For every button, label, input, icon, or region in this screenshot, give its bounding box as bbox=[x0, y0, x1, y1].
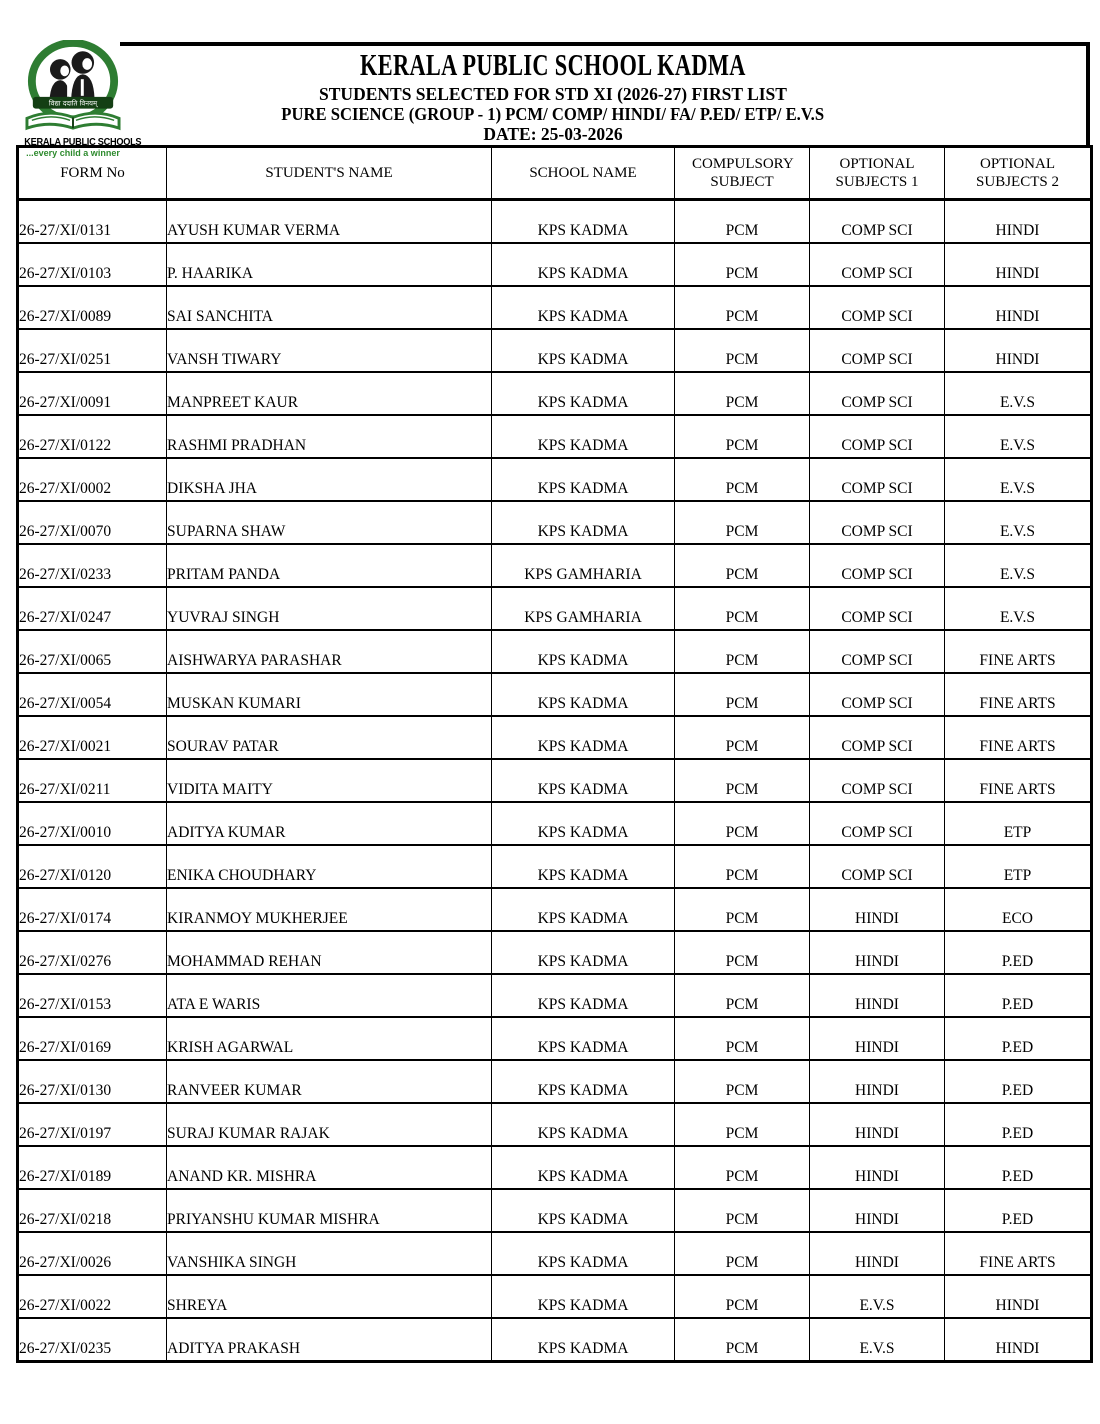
compulsory-subject-cell: PCM bbox=[675, 200, 810, 244]
optional-subject-2-cell: FINE ARTS bbox=[945, 1232, 1092, 1275]
form-no-cell: 26-27/XI/0130 bbox=[18, 1060, 167, 1103]
student-name-cell: RANVEER KUMAR bbox=[167, 1060, 492, 1103]
school-name-cell: KPS KADMA bbox=[492, 1232, 675, 1275]
compulsory-subject-cell: PCM bbox=[675, 630, 810, 673]
optional-subject-1-cell: COMP SCI bbox=[810, 415, 945, 458]
table-row bbox=[18, 1017, 1092, 1060]
table-row bbox=[18, 1275, 1092, 1318]
student-name-cell: KRISH AGARWAL bbox=[167, 1017, 492, 1060]
compulsory-subject-cell: PCM bbox=[675, 544, 810, 587]
table-row bbox=[18, 372, 1092, 415]
table-row bbox=[18, 415, 1092, 458]
form-no-cell: 26-27/XI/0070 bbox=[18, 501, 167, 544]
student-name-cell: SAI SANCHITA bbox=[167, 286, 492, 329]
school-name-cell: KPS KADMA bbox=[492, 1017, 675, 1060]
optional-subject-2-cell: HINDI bbox=[945, 1318, 1092, 1362]
student-name-cell: AYUSH KUMAR VERMA bbox=[167, 200, 492, 244]
col-header-optional-subjects-2: OPTIONAL SUBJECTS 2 bbox=[945, 147, 1092, 200]
student-name-cell: RASHMI PRADHAN bbox=[167, 415, 492, 458]
form-no-cell: 26-27/XI/0153 bbox=[18, 974, 167, 1017]
optional-subject-1-cell: COMP SCI bbox=[810, 802, 945, 845]
optional-subject-1-cell: E.V.S bbox=[810, 1318, 945, 1362]
compulsory-subject-cell: PCM bbox=[675, 1060, 810, 1103]
student-name-cell: SOURAV PATAR bbox=[167, 716, 492, 759]
school-name-cell: KPS KADMA bbox=[492, 673, 675, 716]
optional-subject-1-cell: HINDI bbox=[810, 1189, 945, 1232]
table-row bbox=[18, 888, 1092, 931]
table-row bbox=[18, 845, 1092, 888]
optional-subject-1-cell: E.V.S bbox=[810, 1275, 945, 1318]
optional-subject-1-cell: COMP SCI bbox=[810, 759, 945, 802]
optional-subject-2-cell: P.ED bbox=[945, 1146, 1092, 1189]
student-name-cell: P. HAARIKA bbox=[167, 243, 492, 286]
school-name-cell: KPS KADMA bbox=[492, 243, 675, 286]
optional-subject-2-cell: ETP bbox=[945, 845, 1092, 888]
students-table bbox=[16, 145, 1093, 1363]
table-row bbox=[18, 716, 1092, 759]
school-name-cell: KPS KADMA bbox=[492, 200, 675, 244]
compulsory-subject-cell: PCM bbox=[675, 974, 810, 1017]
table-row bbox=[18, 501, 1092, 544]
optional-subject-2-cell: P.ED bbox=[945, 1103, 1092, 1146]
document-header bbox=[16, 46, 1090, 144]
form-no-cell: 26-27/XI/0010 bbox=[18, 802, 167, 845]
form-no-cell: 26-27/XI/0002 bbox=[18, 458, 167, 501]
optional-subject-1-cell: COMP SCI bbox=[810, 286, 945, 329]
compulsory-subject-cell: PCM bbox=[675, 1232, 810, 1275]
form-no-cell: 26-27/XI/0233 bbox=[18, 544, 167, 587]
logo-org-name: KERALA PUBLIC SCHOOLS bbox=[24, 137, 142, 148]
student-name-cell: VANSH TIWARY bbox=[167, 329, 492, 372]
optional-subject-2-cell: FINE ARTS bbox=[945, 759, 1092, 802]
compulsory-subject-cell: PCM bbox=[675, 1103, 810, 1146]
table-row bbox=[18, 544, 1092, 587]
form-no-cell: 26-27/XI/0091 bbox=[18, 372, 167, 415]
school-name-cell: KPS KADMA bbox=[492, 286, 675, 329]
form-no-cell: 26-27/XI/0131 bbox=[18, 200, 167, 244]
optional-subject-1-cell: HINDI bbox=[810, 1146, 945, 1189]
table-row bbox=[18, 329, 1092, 372]
optional-subject-2-cell: E.V.S bbox=[945, 372, 1092, 415]
optional-subject-1-cell: HINDI bbox=[810, 974, 945, 1017]
table-header-row bbox=[18, 147, 1092, 200]
optional-subject-1-cell: COMP SCI bbox=[810, 544, 945, 587]
optional-subject-2-cell: HINDI bbox=[945, 286, 1092, 329]
form-no-cell: 26-27/XI/0189 bbox=[18, 1146, 167, 1189]
compulsory-subject-cell: PCM bbox=[675, 759, 810, 802]
compulsory-subject-cell: PCM bbox=[675, 1017, 810, 1060]
optional-subject-1-cell: COMP SCI bbox=[810, 630, 945, 673]
student-name-cell: ADITYA PRAKASH bbox=[167, 1318, 492, 1362]
optional-subject-2-cell: P.ED bbox=[945, 1060, 1092, 1103]
compulsory-subject-cell: PCM bbox=[675, 1146, 810, 1189]
form-no-cell: 26-27/XI/0218 bbox=[18, 1189, 167, 1232]
form-no-cell: 26-27/XI/0235 bbox=[18, 1318, 167, 1362]
school-name-cell: KPS KADMA bbox=[492, 501, 675, 544]
form-no-cell: 26-27/XI/0026 bbox=[18, 1232, 167, 1275]
student-name-cell: VIDITA MAITY bbox=[167, 759, 492, 802]
compulsory-subject-cell: PCM bbox=[675, 587, 810, 630]
form-no-cell: 26-27/XI/0174 bbox=[18, 888, 167, 931]
school-name-cell: KPS KADMA bbox=[492, 1318, 675, 1362]
table-row bbox=[18, 931, 1092, 974]
optional-subject-1-cell: COMP SCI bbox=[810, 329, 945, 372]
col-header-school-name: SCHOOL NAME bbox=[492, 147, 675, 200]
logo-banner-text: विद्या ददाति विनयम् bbox=[48, 99, 98, 108]
optional-subject-2-cell: P.ED bbox=[945, 931, 1092, 974]
table-row bbox=[18, 759, 1092, 802]
student-name-cell: ADITYA KUMAR bbox=[167, 802, 492, 845]
optional-subject-1-cell: COMP SCI bbox=[810, 845, 945, 888]
school-name-cell: KPS GAMHARIA bbox=[492, 587, 675, 630]
compulsory-subject-cell: PCM bbox=[675, 931, 810, 974]
optional-subject-1-cell: COMP SCI bbox=[810, 587, 945, 630]
table-row bbox=[18, 630, 1092, 673]
optional-subject-2-cell: HINDI bbox=[945, 200, 1092, 244]
optional-subject-2-cell: E.V.S bbox=[945, 544, 1092, 587]
form-no-cell: 26-27/XI/0021 bbox=[18, 716, 167, 759]
optional-subject-1-cell: COMP SCI bbox=[810, 458, 945, 501]
optional-subject-1-cell: HINDI bbox=[810, 1017, 945, 1060]
table-row bbox=[18, 587, 1092, 630]
optional-subject-2-cell: E.V.S bbox=[945, 501, 1092, 544]
form-no-cell: 26-27/XI/0247 bbox=[18, 587, 167, 630]
student-name-cell: SURAJ KUMAR RAJAK bbox=[167, 1103, 492, 1146]
school-name-cell: KPS KADMA bbox=[492, 931, 675, 974]
optional-subject-2-cell: FINE ARTS bbox=[945, 716, 1092, 759]
date-line: DATE: 25-03-2026 bbox=[483, 124, 623, 144]
student-name-cell: MOHAMMAD REHAN bbox=[167, 931, 492, 974]
school-name-cell: KPS GAMHARIA bbox=[492, 544, 675, 587]
student-name-cell: SHREYA bbox=[167, 1275, 492, 1318]
student-name-cell: ANAND KR. MISHRA bbox=[167, 1146, 492, 1189]
optional-subject-1-cell: COMP SCI bbox=[810, 673, 945, 716]
student-name-cell: SUPARNA SHAW bbox=[167, 501, 492, 544]
student-name-cell: AISHWARYA PARASHAR bbox=[167, 630, 492, 673]
form-no-cell: 26-27/XI/0120 bbox=[18, 845, 167, 888]
subtitle-selection: STUDENTS SELECTED FOR STD XI (2026-27) FIRST LIST bbox=[319, 84, 787, 104]
student-name-cell: MANPREET KAUR bbox=[167, 372, 492, 415]
table-row bbox=[18, 1103, 1092, 1146]
optional-subject-2-cell: FINE ARTS bbox=[945, 630, 1092, 673]
school-name-cell: KPS KADMA bbox=[492, 974, 675, 1017]
optional-subject-1-cell: HINDI bbox=[810, 1232, 945, 1275]
optional-subject-1-cell: COMP SCI bbox=[810, 243, 945, 286]
optional-subject-2-cell: E.V.S bbox=[945, 587, 1092, 630]
table-row bbox=[18, 802, 1092, 845]
school-name-cell: KPS KADMA bbox=[492, 1103, 675, 1146]
compulsory-subject-cell: PCM bbox=[675, 802, 810, 845]
form-no-cell: 26-27/XI/0089 bbox=[18, 286, 167, 329]
form-no-cell: 26-27/XI/0022 bbox=[18, 1275, 167, 1318]
compulsory-subject-cell: PCM bbox=[675, 845, 810, 888]
compulsory-subject-cell: PCM bbox=[675, 1318, 810, 1362]
students-table-body bbox=[18, 200, 1092, 1362]
compulsory-subject-cell: PCM bbox=[675, 1189, 810, 1232]
col-header-compulsory-subject: COMPULSORY SUBJECT bbox=[675, 147, 810, 200]
compulsory-subject-cell: PCM bbox=[675, 415, 810, 458]
compulsory-subject-cell: PCM bbox=[675, 458, 810, 501]
table-row bbox=[18, 673, 1092, 716]
form-no-cell: 26-27/XI/0197 bbox=[18, 1103, 167, 1146]
student-name-cell: MUSKAN KUMARI bbox=[167, 673, 492, 716]
school-name-cell: KPS KADMA bbox=[492, 802, 675, 845]
form-no-cell: 26-27/XI/0169 bbox=[18, 1017, 167, 1060]
col-header-student-name: STUDENT'S NAME bbox=[167, 147, 492, 200]
compulsory-subject-cell: PCM bbox=[675, 329, 810, 372]
school-name-cell: KPS KADMA bbox=[492, 1189, 675, 1232]
student-name-cell: PRIYANSHU KUMAR MISHRA bbox=[167, 1189, 492, 1232]
student-name-cell: YUVRAJ SINGH bbox=[167, 587, 492, 630]
form-no-cell: 26-27/XI/0251 bbox=[18, 329, 167, 372]
table-row bbox=[18, 200, 1092, 244]
table-row bbox=[18, 1318, 1092, 1362]
compulsory-subject-cell: PCM bbox=[675, 501, 810, 544]
logo-tagline: ...every child a winner bbox=[26, 148, 120, 159]
school-name-cell: KPS KADMA bbox=[492, 630, 675, 673]
table-row bbox=[18, 458, 1092, 501]
compulsory-subject-cell: PCM bbox=[675, 673, 810, 716]
table-row bbox=[18, 243, 1092, 286]
optional-subject-1-cell: COMP SCI bbox=[810, 716, 945, 759]
student-name-cell: DIKSHA JHA bbox=[167, 458, 492, 501]
optional-subject-2-cell: E.V.S bbox=[945, 415, 1092, 458]
school-name-cell: KPS KADMA bbox=[492, 845, 675, 888]
optional-subject-1-cell: HINDI bbox=[810, 931, 945, 974]
subtitle-stream: PURE SCIENCE (GROUP - 1) PCM/ COMP/ HINDI/ FA/ P.ED/ ETP/ E.V.S bbox=[281, 104, 825, 124]
optional-subject-2-cell: P.ED bbox=[945, 974, 1092, 1017]
school-name-cell: KPS KADMA bbox=[492, 888, 675, 931]
form-no-cell: 26-27/XI/0054 bbox=[18, 673, 167, 716]
student-name-cell: VANSHIKA SINGH bbox=[167, 1232, 492, 1275]
form-no-cell: 26-27/XI/0276 bbox=[18, 931, 167, 974]
form-no-cell: 26-27/XI/0065 bbox=[18, 630, 167, 673]
optional-subject-1-cell: HINDI bbox=[810, 888, 945, 931]
page-title: KERALA PUBLIC SCHOOL KADMA bbox=[360, 47, 746, 82]
school-name-cell: KPS KADMA bbox=[492, 329, 675, 372]
student-name-cell: ATA E WARIS bbox=[167, 974, 492, 1017]
school-name-cell: KPS KADMA bbox=[492, 716, 675, 759]
form-no-cell: 26-27/XI/0103 bbox=[18, 243, 167, 286]
compulsory-subject-cell: PCM bbox=[675, 716, 810, 759]
school-name-cell: KPS KADMA bbox=[492, 1146, 675, 1189]
school-name-cell: KPS KADMA bbox=[492, 458, 675, 501]
compulsory-subject-cell: PCM bbox=[675, 1275, 810, 1318]
compulsory-subject-cell: PCM bbox=[675, 888, 810, 931]
table-row bbox=[18, 974, 1092, 1017]
school-name-cell: KPS KADMA bbox=[492, 759, 675, 802]
student-name-cell: PRITAM PANDA bbox=[167, 544, 492, 587]
col-header-form-no: FORM No bbox=[18, 147, 167, 200]
optional-subject-2-cell: ETP bbox=[945, 802, 1092, 845]
student-name-cell: ENIKA CHOUDHARY bbox=[167, 845, 492, 888]
optional-subject-1-cell: HINDI bbox=[810, 1103, 945, 1146]
optional-subject-2-cell: HINDI bbox=[945, 329, 1092, 372]
optional-subject-2-cell: HINDI bbox=[945, 243, 1092, 286]
student-name-cell: KIRANMOY MUKHERJEE bbox=[167, 888, 492, 931]
col-header-optional-subjects-1: OPTIONAL SUBJECTS 1 bbox=[810, 147, 945, 200]
optional-subject-1-cell: COMP SCI bbox=[810, 200, 945, 244]
optional-subject-2-cell: ECO bbox=[945, 888, 1092, 931]
optional-subject-2-cell: HINDI bbox=[945, 1275, 1092, 1318]
compulsory-subject-cell: PCM bbox=[675, 372, 810, 415]
optional-subject-1-cell: COMP SCI bbox=[810, 501, 945, 544]
form-no-cell: 26-27/XI/0211 bbox=[18, 759, 167, 802]
table-row bbox=[18, 1232, 1092, 1275]
table-row bbox=[18, 1146, 1092, 1189]
table-row bbox=[18, 1189, 1092, 1232]
form-no-cell: 26-27/XI/0122 bbox=[18, 415, 167, 458]
optional-subject-2-cell: P.ED bbox=[945, 1017, 1092, 1060]
school-name-cell: KPS KADMA bbox=[492, 1060, 675, 1103]
school-name-cell: KPS KADMA bbox=[492, 415, 675, 458]
optional-subject-2-cell: E.V.S bbox=[945, 458, 1092, 501]
compulsory-subject-cell: PCM bbox=[675, 243, 810, 286]
school-name-cell: KPS KADMA bbox=[492, 372, 675, 415]
school-name-cell: KPS KADMA bbox=[492, 1275, 675, 1318]
table-row bbox=[18, 1060, 1092, 1103]
optional-subject-2-cell: P.ED bbox=[945, 1189, 1092, 1232]
optional-subject-1-cell: HINDI bbox=[810, 1060, 945, 1103]
compulsory-subject-cell: PCM bbox=[675, 286, 810, 329]
optional-subject-2-cell: FINE ARTS bbox=[945, 673, 1092, 716]
table-row bbox=[18, 286, 1092, 329]
optional-subject-1-cell: COMP SCI bbox=[810, 372, 945, 415]
